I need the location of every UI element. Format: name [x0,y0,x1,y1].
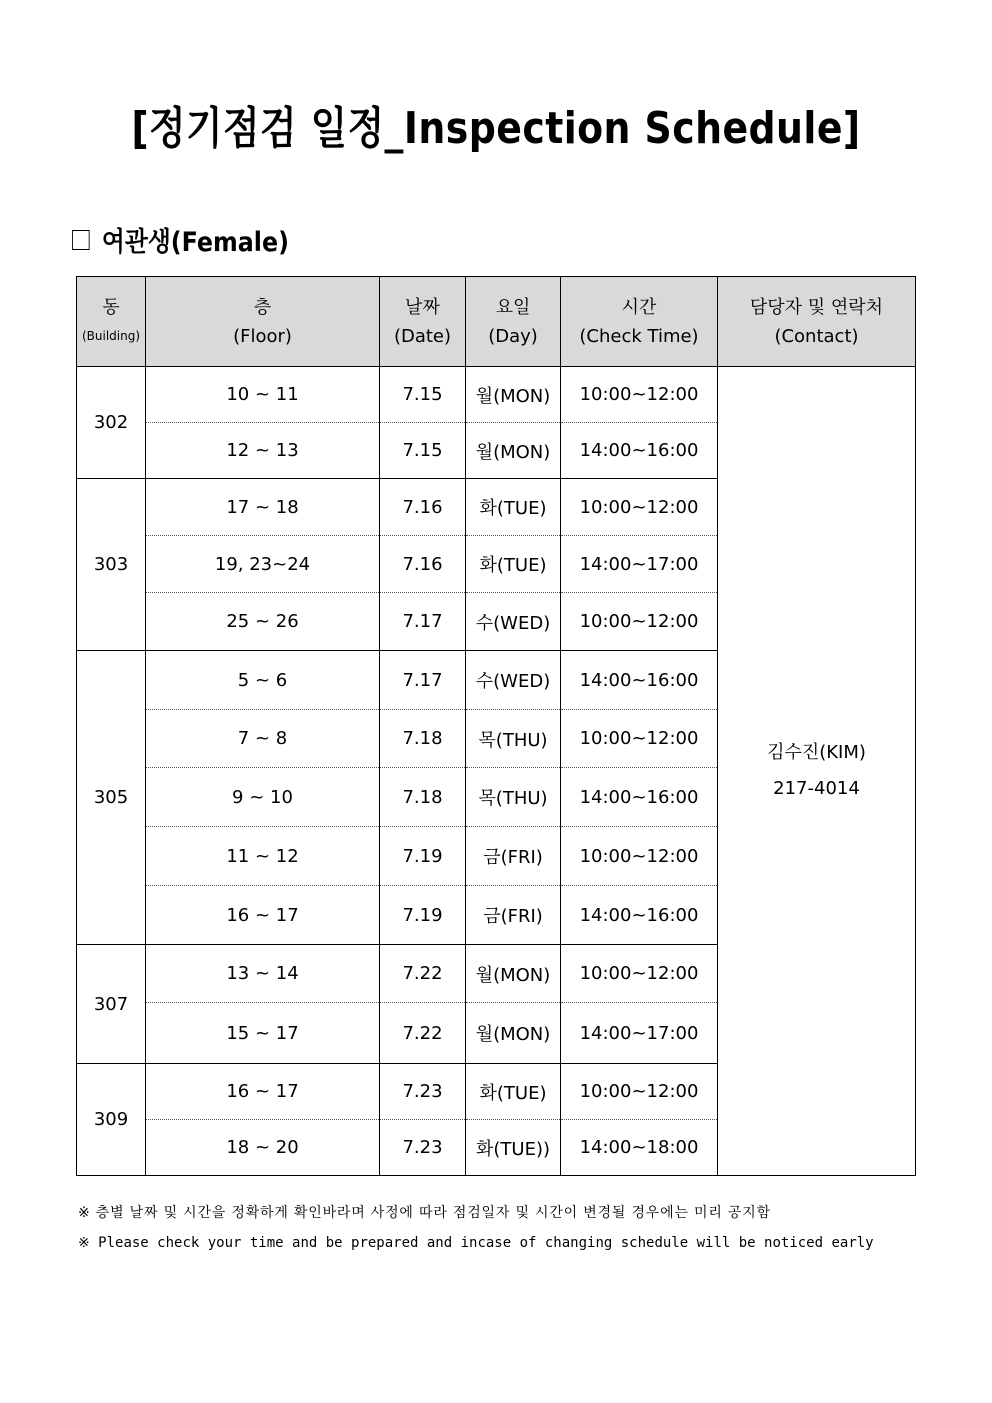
date-cell: 7.17 [380,593,466,651]
date-cell: 7.18 [380,710,466,768]
header-time [561,277,718,367]
floor-cell: 18 ~ 20 [146,1120,380,1176]
table-row [77,367,916,423]
time-cell: 10:00~12:00 [561,827,718,886]
time-cell: 10:00~12:00 [561,479,718,536]
header-day-ko: 요일 [495,296,531,318]
floor-cell: 9 ~ 10 [146,768,380,827]
header-date-en: (Date) [393,325,452,347]
date-cell: 7.15 [380,367,466,423]
day-cell: 월(MON) [466,423,561,479]
note-english: ※ Please check your time and be prepared and incase of changing schedule will be noticed early [78,1235,874,1251]
building-cell: 309 [77,1064,146,1176]
floor-cell: 15 ~ 17 [146,1003,380,1064]
header-floor [146,277,380,367]
date-cell: 7.19 [380,886,466,945]
time-cell: 14:00~16:00 [561,651,718,710]
note-korean: ※ 층별 날짜 및 시간을 정확하게 확인바라며 사정에 따라 점검일자 및 시간이 변경될 경우에는 미리 공지함 [78,1205,771,1221]
floor-cell: 12 ~ 13 [146,423,380,479]
floor-cell: 7 ~ 8 [146,710,380,768]
table-header-row [77,277,916,367]
building-cell: 302 [77,367,146,479]
floor-cell: 13 ~ 14 [146,945,380,1003]
floor-cell: 16 ~ 17 [146,1064,380,1120]
header-building-en: (Building) [81,328,141,343]
day-cell: 화(TUE) [466,479,561,536]
building-cell: 307 [77,945,146,1064]
day-cell: 목(THU) [466,768,561,827]
day-cell: 목(THU) [466,710,561,768]
contact-name: 김수진(KIM) [767,742,866,763]
header-date-ko: 날짜 [405,296,440,318]
header-date [380,277,466,367]
date-cell: 7.16 [380,479,466,536]
notes [78,1198,874,1258]
time-cell: 14:00~16:00 [561,768,718,827]
floor-cell: 19, 23~24 [146,536,380,593]
time-cell: 10:00~12:00 [561,593,718,651]
time-cell: 14:00~17:00 [561,1003,718,1064]
day-cell: 월(MON) [466,945,561,1003]
section-heading [72,220,289,259]
header-day [466,277,561,367]
building-cell: 305 [77,651,146,945]
time-cell: 10:00~12:00 [561,1064,718,1120]
day-cell: 월(MON) [466,367,561,423]
date-cell: 7.19 [380,827,466,886]
date-cell: 7.22 [380,945,466,1003]
floor-cell: 10 ~ 11 [146,367,380,423]
header-floor-en: (Floor) [233,325,292,347]
time-cell: 10:00~12:00 [561,367,718,423]
time-cell: 14:00~16:00 [561,423,718,479]
floor-cell: 17 ~ 18 [146,479,380,536]
time-cell: 14:00~18:00 [561,1120,718,1176]
header-building [77,277,146,367]
time-cell: 14:00~17:00 [561,536,718,593]
day-cell: 수(WED) [466,651,561,710]
contact-phone: 217-4014 [773,778,860,799]
checkbox-icon [72,230,90,250]
floor-cell: 5 ~ 6 [146,651,380,710]
header-contact-ko: 담당자 및 연락처 [749,296,884,318]
day-cell: 화(TUE) [466,536,561,593]
header-contact [718,277,916,367]
floor-cell: 11 ~ 12 [146,827,380,886]
day-cell: 수(WED) [466,593,561,651]
date-cell: 7.22 [380,1003,466,1064]
date-cell: 7.17 [380,651,466,710]
header-floor-ko: 층 [253,296,272,318]
date-cell: 7.15 [380,423,466,479]
building-cell: 303 [77,479,146,651]
header-time-en: (Check Time) [579,325,699,347]
time-cell: 14:00~16:00 [561,886,718,945]
day-cell: 금(FRI) [466,827,561,886]
day-cell: 월(MON) [466,1003,561,1064]
floor-cell: 16 ~ 17 [146,886,380,945]
date-cell: 7.23 [380,1120,466,1176]
date-cell: 7.23 [380,1064,466,1120]
header-time-ko: 시간 [621,296,657,318]
time-cell: 10:00~12:00 [561,710,718,768]
day-cell: 금(FRI) [466,886,561,945]
date-cell: 7.18 [380,768,466,827]
header-day-en: (Day) [488,325,538,347]
date-cell: 7.16 [380,536,466,593]
day-cell: 화(TUE)) [466,1120,561,1176]
header-contact-en: (Contact) [774,325,859,347]
page-title: [정기점검 일정_Inspection Schedule] [131,103,861,154]
section-label: 여관생(Female) [101,227,289,258]
schedule-table [76,276,916,1176]
time-cell: 10:00~12:00 [561,945,718,1003]
contact-cell [718,367,916,1176]
floor-cell: 25 ~ 26 [146,593,380,651]
day-cell: 화(TUE) [466,1064,561,1120]
header-building-ko: 동 [102,296,120,318]
